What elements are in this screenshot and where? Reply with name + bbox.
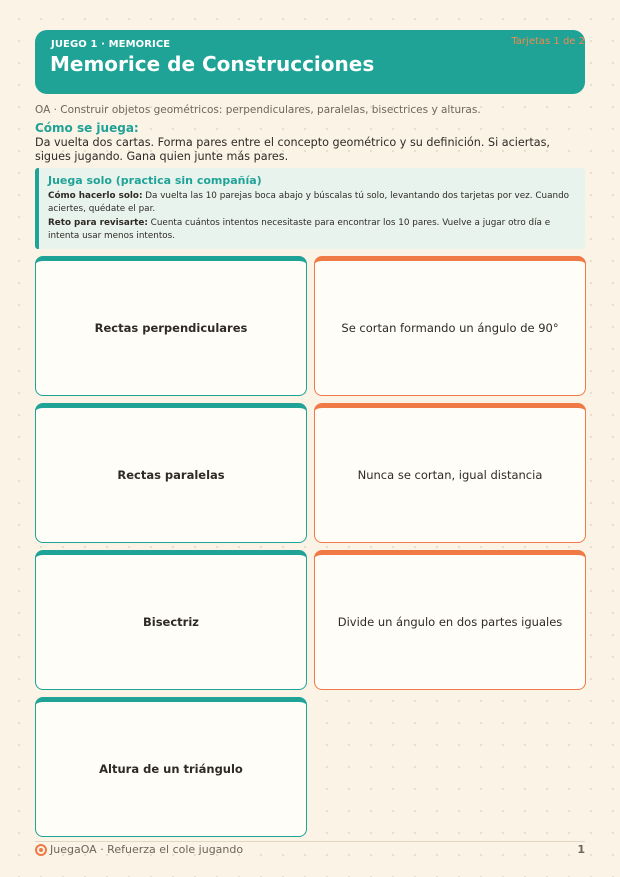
card-text: Nunca se cortan, igual distancia: [357, 468, 543, 482]
page-title: Memorice de Construcciones: [50, 52, 375, 76]
card-text: Rectas paralelas: [117, 468, 225, 482]
term-card-paralelas[interactable]: [35, 403, 307, 543]
term-card-perpendiculares[interactable]: [35, 256, 307, 396]
card-text: Altura de un triángulo: [99, 762, 243, 776]
solo-play-box: [35, 168, 585, 249]
term-card-altura[interactable]: [35, 697, 307, 837]
how-to-play-text: Da vuelta dos cartas. Forma pares entre el concepto geométrico y su definición. Si aciertas, sigues jugando. Gana quien junte más pares.: [35, 136, 550, 163]
learning-objective: OA · Construir objetos geométricos: perpendiculares, paralelas, bisectrices y alturas.: [35, 104, 481, 116]
how-to-play-heading: Cómo se juega:: [35, 121, 139, 135]
definition-card-bisectriz[interactable]: [314, 550, 586, 690]
card-text: Bisectriz: [143, 615, 199, 629]
card-text: Rectas perpendiculares: [94, 321, 248, 335]
game-kicker: JUEGO 1 · MEMORICE: [51, 39, 171, 50]
game-header: [35, 30, 585, 94]
solo-how-text: Da vuelta las 10 parejas boca abajo y búscalas tú solo, levantando dos tarjetas por vez. Cuando aciertes, quédate el par.: [48, 191, 570, 214]
definition-card-paralelas[interactable]: [314, 403, 586, 543]
solo-how-line: [48, 190, 578, 215]
juegaoa-logo-icon: [35, 844, 47, 856]
card-set-badge: Tarjetas 1 de 2: [511, 36, 585, 47]
term-card-bisectriz[interactable]: [35, 550, 307, 690]
footer-divider: [35, 841, 585, 842]
solo-how-label: Cómo hacerlo solo:: [48, 191, 143, 201]
card-text: Divide un ángulo en dos partes iguales: [337, 615, 563, 629]
card-text: Se cortan formando un ángulo de 90°: [341, 321, 559, 335]
page-number: 1: [577, 843, 585, 856]
solo-challenge-line: [48, 217, 578, 242]
solo-challenge-label: Reto para revisarte:: [48, 218, 148, 228]
footer-brand-text: JuegaOA · Refuerza el cole jugando: [50, 843, 244, 856]
solo-challenge-text: Cuenta cuántos intentos necesitaste para encontrar los 10 pares. Vuelve a jugar otro día e intenta usar menos intentos.: [48, 218, 551, 241]
definition-card-perpendiculares[interactable]: [314, 256, 586, 396]
solo-play-heading: Juega solo (practica sin compañía): [48, 174, 262, 187]
